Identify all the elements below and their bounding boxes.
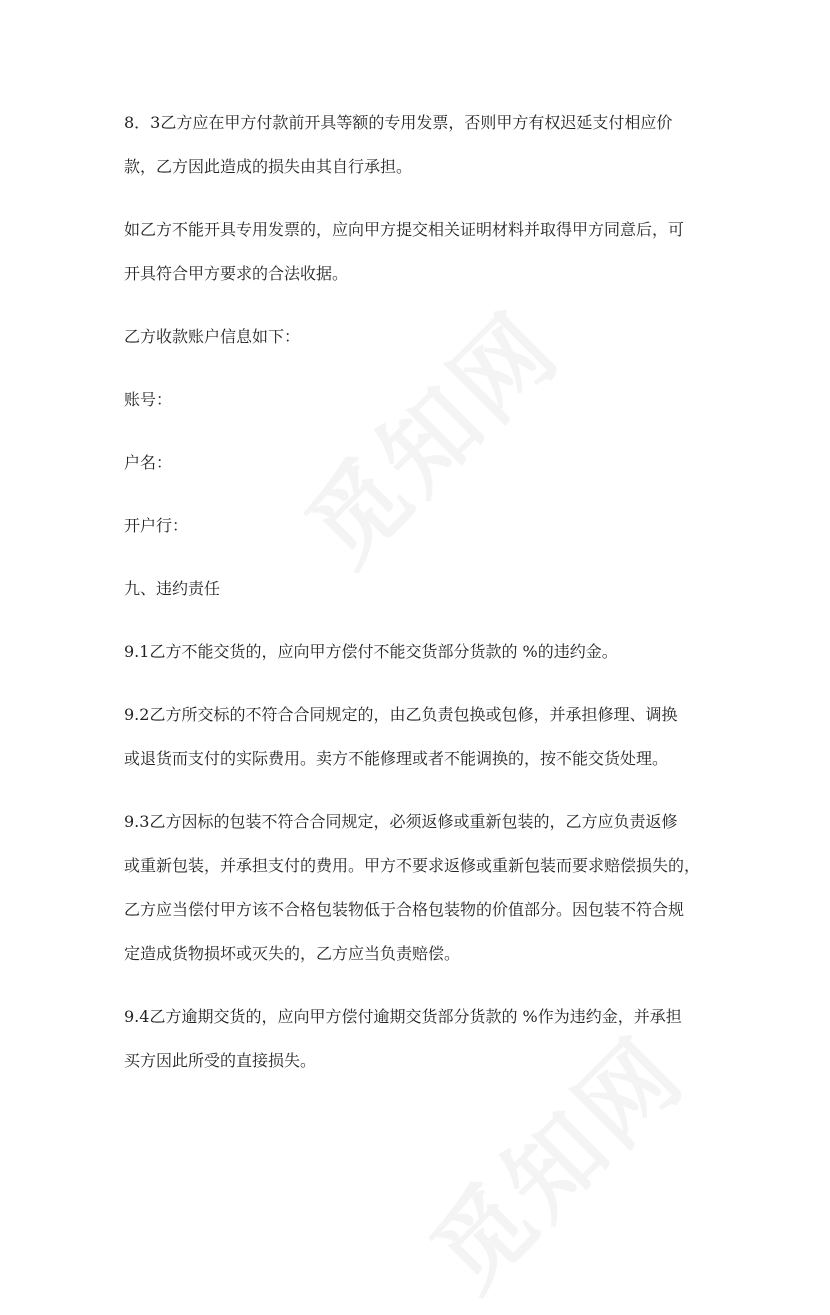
clause-9-1: 9.1乙方不能交货的，应向甲方偿付不能交货部分货款的 %的违约金。 bbox=[124, 642, 618, 661]
clause-9-3-line-3: 乙方应当偿付甲方该不合格包装物低于合格包装物的价值部分。因包装不符合规 bbox=[124, 900, 685, 919]
clause-9-2-line-1: 9.2乙方所交标的不符合合同规定的，由乙负责包换或包修，并承担修理、调换 bbox=[124, 705, 678, 724]
clause-9-4-line-2: 买方因此所受的直接损失。 bbox=[124, 1051, 317, 1070]
account-name-label: 户名： bbox=[124, 453, 173, 472]
clause-9-3-line-4: 定造成货物损坏或灭失的，乙方应当负责赔偿。 bbox=[124, 944, 461, 963]
section-9-heading: 九、违约责任 bbox=[124, 579, 221, 598]
clause-9-3-line-1: 9.3乙方因标的包装不符合合同规定，必须返修或重新包装的，乙方应负责返修 bbox=[124, 812, 678, 831]
clause-9-2-line-2: 或退货而支付的实际费用。卖方不能修理或者不能调换的，按不能交货处理。 bbox=[124, 749, 669, 768]
clause-8-3-line-1: 8．3乙方应在甲方付款前开具等额的专用发票，否则甲方有权迟延支付相应价 bbox=[124, 113, 673, 132]
bank-label: 开户行： bbox=[124, 516, 189, 535]
clause-8-3-line-2: 款，乙方因此造成的损失由其自行承担。 bbox=[124, 157, 413, 176]
account-info-heading: 乙方收款账户信息如下： bbox=[124, 327, 301, 346]
clause-9-3-line-2: 或重新包装，并承担支付的费用。甲方不要求返修或重新包装而要求赔偿损失的， bbox=[124, 856, 701, 875]
invoice-clause-line-2: 开具符合甲方要求的合法收据。 bbox=[124, 264, 349, 283]
watermark bbox=[271, 277, 584, 590]
clause-9-4-line-1: 9.4乙方逾期交货的，应向甲方偿付逾期交货部分货款的 %作为违约金，并承担 bbox=[124, 1007, 682, 1026]
account-number-label: 账号： bbox=[124, 390, 173, 409]
invoice-clause-line-1: 如乙方不能开具专用发票的，应向甲方提交相关证明材料并取得甲方同意后，可 bbox=[124, 220, 685, 239]
watermark-bottom bbox=[396, 1002, 709, 1315]
